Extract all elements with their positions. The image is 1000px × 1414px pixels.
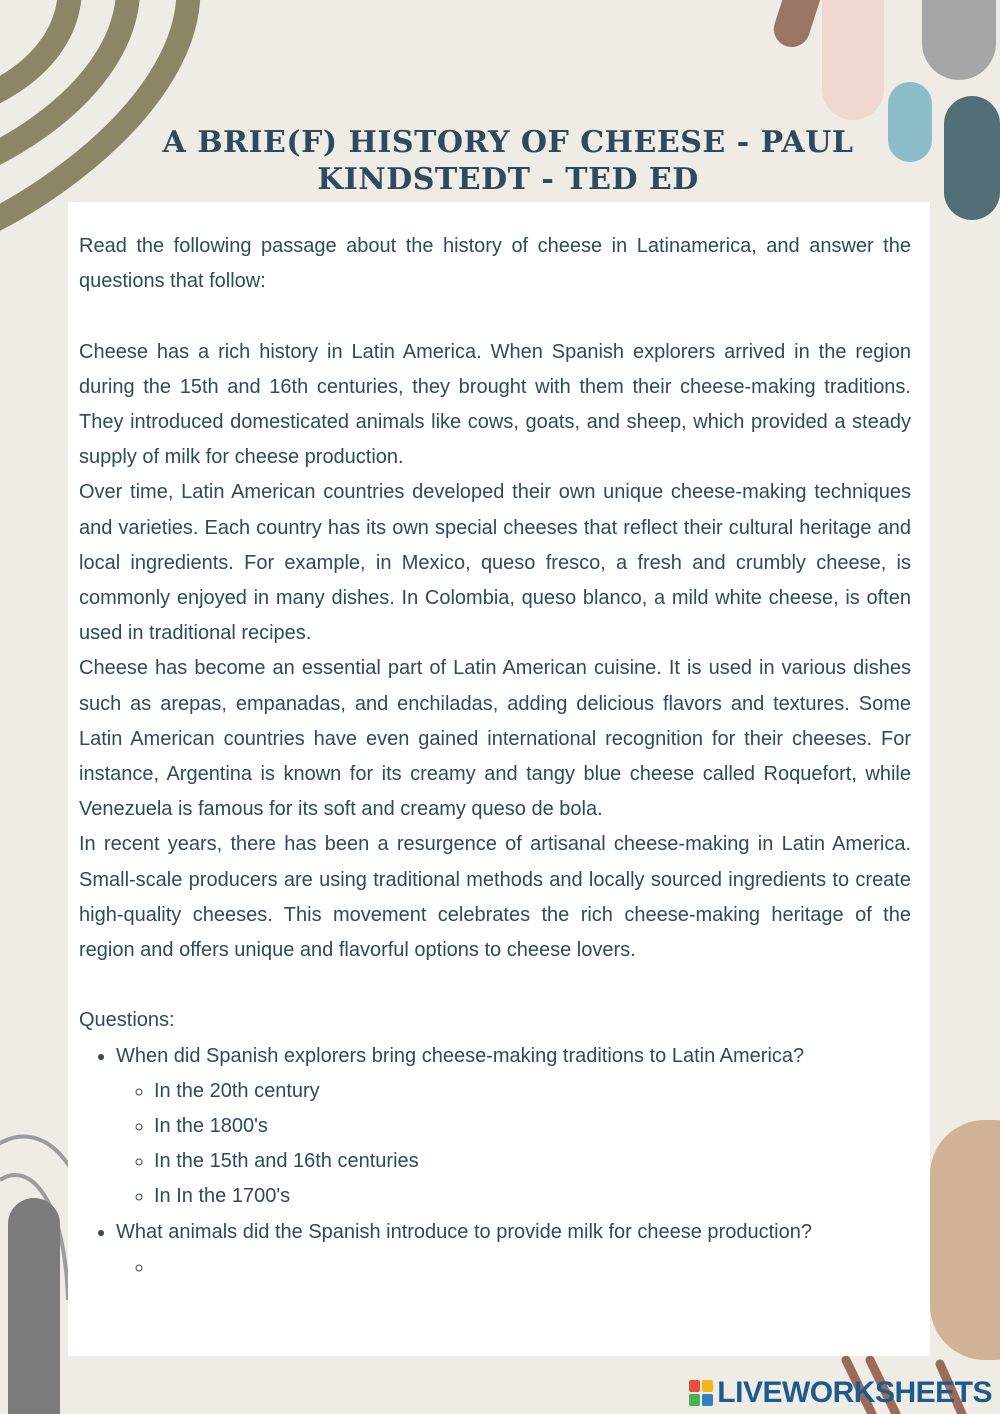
liveworksheets-logo-icon <box>689 1380 713 1406</box>
intro-text: Read the following passage about the history of cheese in Latinamerica, and answer the questions that follow: <box>79 235 911 293</box>
brand-name: LIVEWORKSHEETS <box>717 1376 992 1409</box>
liveworksheets-brand[interactable] <box>689 1376 992 1410</box>
question-item <box>116 1039 911 1215</box>
option-list <box>116 1250 911 1285</box>
answer-option[interactable]: ◦ In the 15th and 16th centuries <box>154 1144 911 1179</box>
answer-option[interactable]: ◦ In In the 1700's <box>154 1179 911 1214</box>
worksheet-body <box>79 229 911 1285</box>
option-list <box>116 1074 911 1215</box>
answer-option[interactable]: ◦ In the 1800's <box>154 1109 911 1144</box>
answer-blank[interactable] <box>154 1250 911 1285</box>
passage-paragraph: Cheese has a rich history in Latin America. When Spanish explorers arrived in the region during the 15th and 16th centuries, they brought with them their cheese-making traditions. They introduced domesticated animals like cows, goats, and sheep, which provided a steady supply of milk for cheese production. <box>79 340 911 469</box>
passage-paragraph: In recent years, there has been a resurgence of artisanal cheese-making in Latin America. Small-scale producers are using traditional methods and locally sourced ingredients to create high-quality cheeses. This movement celebrates the rich cheese-making heritage of the region and offers unique and flavorful options to cheese lovers. <box>79 833 911 962</box>
passage-paragraph: Cheese has become an essential part of Latin American cuisine. It is used in various dishes such as arepas, empanadas, and enchiladas, adding delicious flavors and textures. Some Latin American countries have even gained international recognition for their cheeses. For instance, Argentina is known for its creamy and tangy blue cheese called Roquefort, while Venezuela is famous for its soft and creamy queso de bola. <box>79 657 911 821</box>
passage-paragraph: Over time, Latin American countries developed their own unique cheese-making techniques and varieties. Each country has its own special cheeses that reflect their cultural heritage and local ingredients. For example, in Mexico, queso fresco, a fresh and crumbly cheese, is commonly enjoyed in many dishes. In Colombia, queso blanco, a mild white cheese, is often used in traditional recipes. <box>79 481 911 645</box>
question-text: When did Spanish explorers bring cheese-making traditions to Latin America? <box>116 1044 805 1067</box>
questions-label: Questions: <box>79 1009 175 1032</box>
question-item <box>116 1215 911 1285</box>
page-title: A BRIE(F) HISTORY OF CHEESE - PAUL KINDSTEDT - TED ED <box>162 125 854 197</box>
answer-option[interactable]: ◦ In the 20th century <box>154 1074 911 1109</box>
question-text: What animals did the Spanish introduce to provide milk for cheese production? <box>116 1220 812 1243</box>
question-list <box>79 1039 911 1285</box>
